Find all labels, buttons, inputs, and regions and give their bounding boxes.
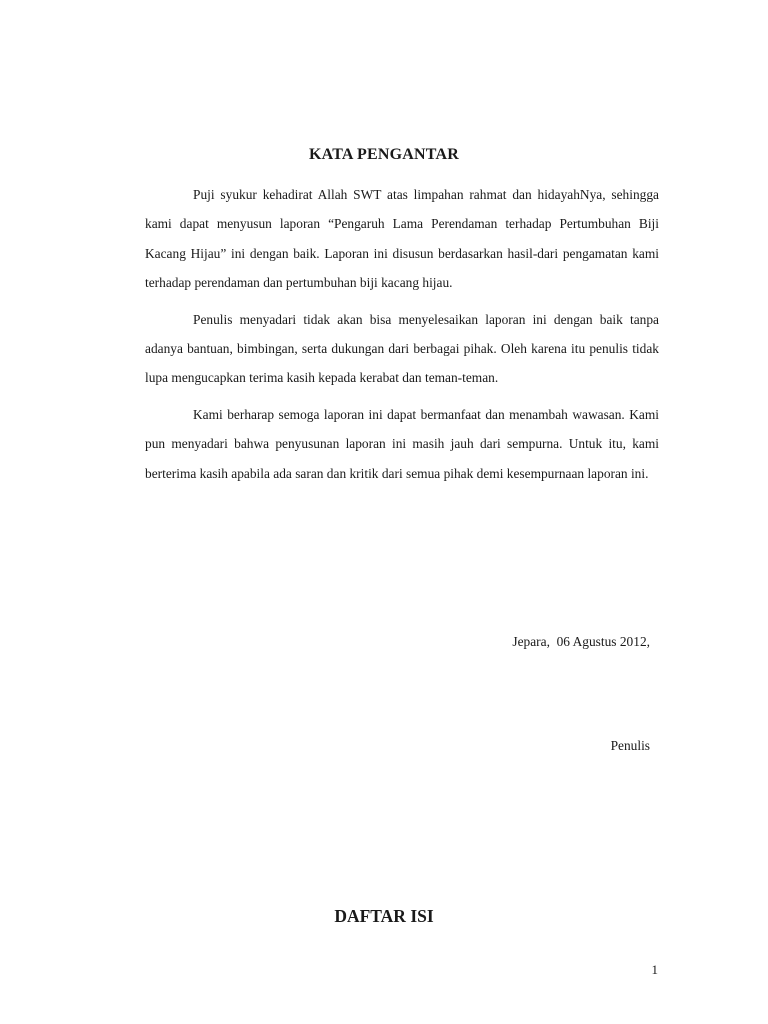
page-number: 1 (651, 962, 658, 977)
place-date: Jepara, 06 Agustus 2012, (512, 634, 650, 649)
signer-name: Penulis (610, 738, 650, 753)
section-title-daftar-isi: DAFTAR ISI (334, 906, 434, 926)
paragraph-3: Kami berharap semoga laporan ini dapat bermanfaat dan menambah wawasan. Kami pun menyadari bahwa penyusunan laporan ini masih jauh dari sempurna. Untuk itu, kami berterima kasih apabila ada saran dan kritik dari semua pihak demi kesempurnaan laporan ini. (145, 406, 659, 481)
foreword-body (145, 180, 659, 495)
page-title: KATA PENGANTAR (309, 146, 459, 163)
paragraph-2: Penulis menyadari tidak akan bisa menyelesaikan laporan ini dengan baik tanpa adanya bantuan, bimbingan, serta dukungan dari berbagai pihak. Oleh karena itu penulis tidak lupa mengucapkan terima kasih kepada kerabat dan teman-teman. (145, 311, 659, 386)
paragraph-1: Puji syukur kehadirat Allah SWT atas limpahan rahmat dan hidayahNya, sehingga kami dapat menyusun laporan “Pengaruh Lama Perendaman terhadap Pertumbuhan Biji Kacang Hijau” ini dengan baik. Laporan ini disusun berdasarkan hasil-dari pengamatan kami terhadap perendaman dan pertumbuhan biji kacang hijau. (145, 187, 659, 291)
